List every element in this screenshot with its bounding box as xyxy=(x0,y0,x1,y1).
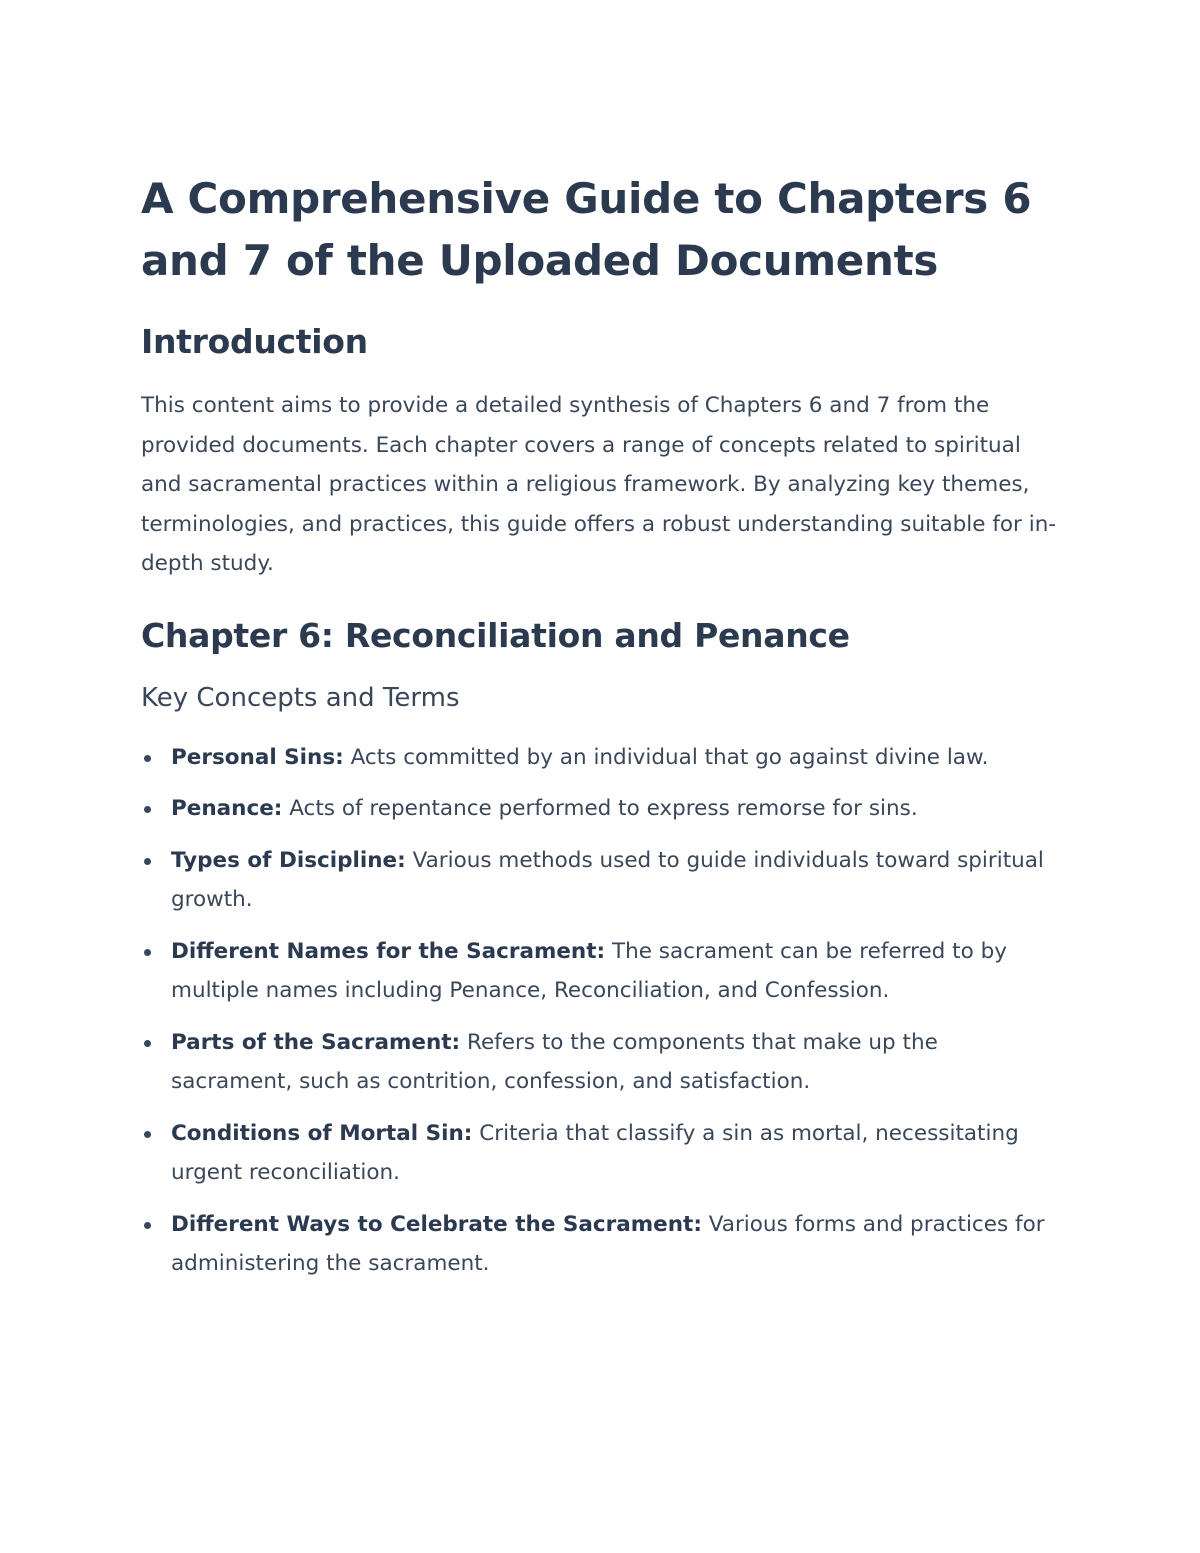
bullet-icon xyxy=(144,1131,151,1138)
chapter-6-heading: Chapter 6: Reconciliation and Penance xyxy=(141,615,850,655)
term-definition: Criteria that classify a sin as mortal, necessitating urgent reconciliation. xyxy=(171,1120,1019,1185)
term-definition: Acts of repentance performed to express remorse for sins. xyxy=(282,796,918,821)
bullet-icon xyxy=(144,806,151,813)
list-item xyxy=(141,841,1061,920)
term-label: Different Ways to Celebrate the Sacrament: xyxy=(171,1211,702,1237)
term-definition: Various methods used to guide individuals toward spiritual growth. xyxy=(171,847,1044,912)
bullet-icon xyxy=(144,949,151,956)
key-concepts-list xyxy=(141,738,1061,1284)
key-concepts-subheading: Key Concepts and Terms xyxy=(141,682,460,713)
introduction-paragraph: This content aims to provide a detailed synthesis of Chapters 6 and 7 from the provided documents. Each chapter covers a range of concepts related to spiritual and sacramental practices within a religious framework. By analyzing key themes, terminologies, and practices, this guide offers a robust understanding suitable for in-depth study. xyxy=(141,393,1057,576)
term-definition: Refers to the components that make up the sacrament, such as contrition, confession, and satisfaction. xyxy=(171,1029,938,1094)
term-label: Parts of the Sacrament: xyxy=(171,1029,461,1055)
term-definition: Acts committed by an individual that go against divine law. xyxy=(343,744,989,770)
term-label: Different Names for the Sacrament: xyxy=(171,938,606,964)
document-page xyxy=(141,168,1061,1296)
list-item xyxy=(141,738,1061,778)
introduction-heading: Introduction xyxy=(141,322,368,361)
list-item xyxy=(141,1023,1061,1102)
term-label: Conditions of Mortal Sin: xyxy=(171,1120,473,1146)
bullet-icon xyxy=(144,1040,151,1047)
bullet-icon xyxy=(144,858,151,865)
term-label: Types of Discipline: xyxy=(171,847,406,873)
document-title xyxy=(141,168,1061,292)
bullet-icon xyxy=(144,755,151,762)
document-title-line-1: A Comprehensive Guide to Chapters 6 xyxy=(141,174,1032,223)
list-item xyxy=(141,1205,1061,1284)
list-item xyxy=(141,789,1061,829)
list-item xyxy=(141,1114,1061,1193)
term-definition: Various forms and practices for administering the sacrament. xyxy=(171,1211,1045,1276)
term-label: Penance: xyxy=(171,796,283,821)
document-title-line-2: and 7 of the Uploaded Documents xyxy=(141,236,939,285)
term-definition: The sacrament can be referred to by multiple names including Penance, Reconciliation, and Confession. xyxy=(171,938,1007,1003)
term-label: Personal Sins: xyxy=(171,744,344,770)
bullet-icon xyxy=(144,1222,151,1229)
list-item xyxy=(141,932,1061,1011)
